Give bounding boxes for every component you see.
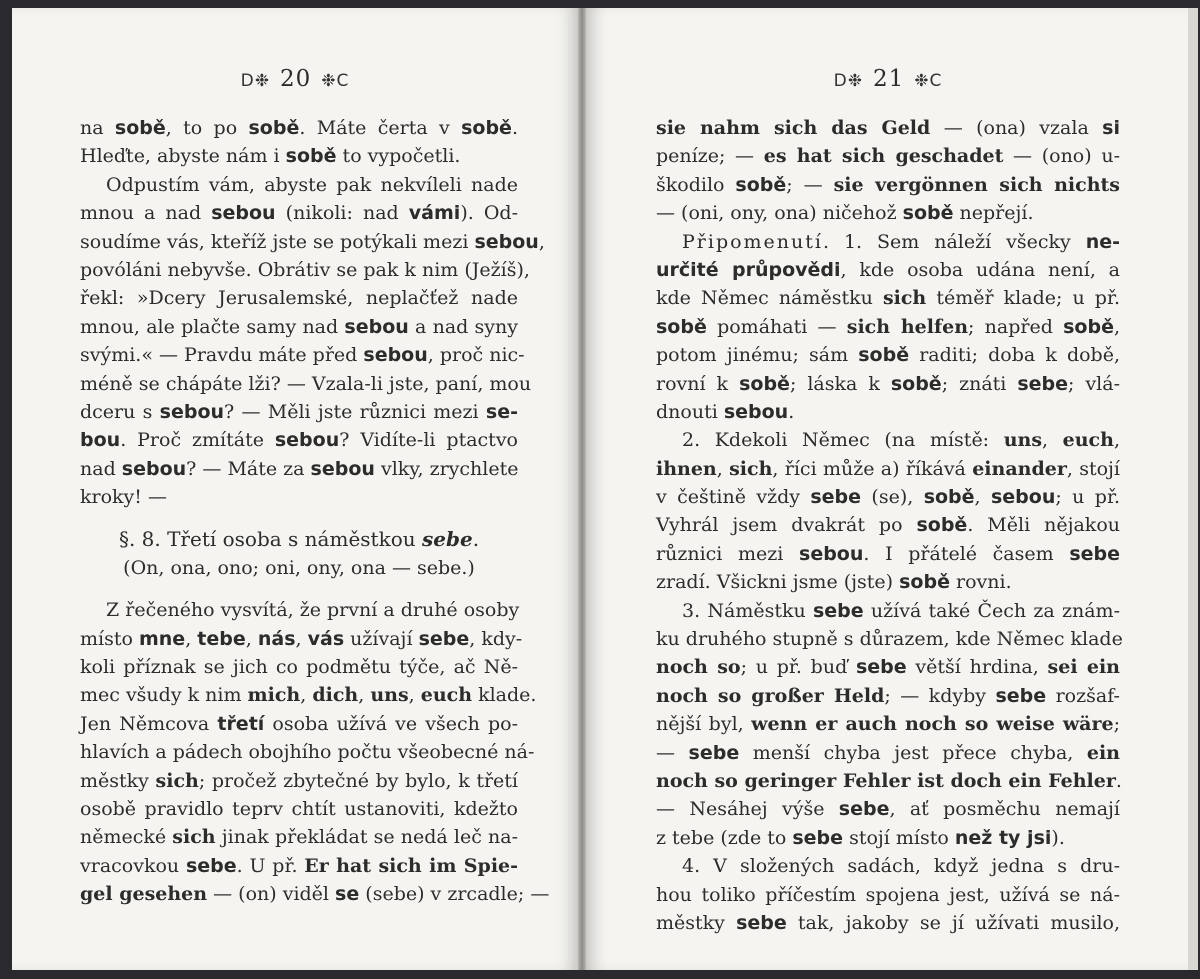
text-run: ; láska k bbox=[789, 372, 891, 395]
text-line bbox=[80, 681, 537, 709]
text-run: zradí. Všickni jsme (jste) bbox=[656, 571, 900, 594]
german-term: ein bbox=[1086, 741, 1120, 764]
bold-term: vámi bbox=[408, 202, 461, 225]
bold-term: sebou bbox=[344, 315, 409, 338]
right-running-head bbox=[586, 66, 1190, 92]
text-run: , bbox=[1113, 429, 1120, 452]
text-line bbox=[656, 568, 1120, 596]
section-heading bbox=[80, 525, 518, 553]
text-run: hou toliko příčestím spojena jest, užívá se ná- bbox=[656, 883, 1120, 906]
bold-term: sobě bbox=[858, 344, 910, 367]
text-run: škodilo bbox=[656, 173, 736, 196]
german-term: euch bbox=[1062, 429, 1114, 452]
text-line bbox=[80, 880, 550, 908]
text-run: — Nesáhej výše bbox=[656, 798, 839, 821]
text-run: hlavích a pádech obojhího počtu všeobecné ná- bbox=[80, 741, 535, 764]
german-term: sich bbox=[729, 457, 773, 480]
text-line bbox=[80, 596, 518, 624]
bold-term: sobě bbox=[916, 514, 968, 537]
bold-term: sebe bbox=[1017, 372, 1069, 395]
text-run: (se), bbox=[861, 486, 924, 509]
german-term: wenn er auch noch so weise wäre bbox=[751, 713, 1114, 736]
text-run: 4. V složených sadách, když jedna s dru- bbox=[682, 855, 1120, 878]
bold-term: sebou bbox=[799, 542, 864, 565]
text-run: mec všudy k nim bbox=[80, 684, 248, 707]
text-run: rozšaf- bbox=[1046, 684, 1120, 707]
text-line bbox=[80, 653, 518, 681]
text-run: řekl: »Dcery Jerusalemské, neplačťež nade bbox=[80, 287, 518, 310]
text-run: peníze; — bbox=[656, 145, 764, 168]
text-run: ; u př. buď bbox=[740, 656, 856, 679]
text-run: — bbox=[656, 741, 689, 764]
text-run: , bbox=[245, 627, 258, 650]
text-run: (nikoli: nad bbox=[275, 202, 409, 225]
text-line bbox=[80, 795, 518, 823]
text-run: . Měli nějakou bbox=[967, 514, 1120, 537]
bold-term: se bbox=[335, 883, 360, 906]
text-run: , bbox=[408, 684, 421, 707]
text-run: ; vlá- bbox=[1068, 372, 1120, 395]
bold-term: sebou bbox=[723, 400, 789, 423]
bold-term: sebe bbox=[810, 486, 862, 509]
text-run: užívají bbox=[344, 627, 419, 650]
text-run: a nad syny bbox=[408, 315, 518, 338]
german-term: dich bbox=[312, 684, 359, 707]
text-run: německé bbox=[80, 826, 173, 849]
text-line bbox=[80, 171, 518, 199]
text-line bbox=[656, 341, 1120, 369]
text-line bbox=[656, 625, 1123, 653]
text-run: — (ono) u- bbox=[1003, 145, 1120, 168]
bold-term: sebou bbox=[474, 230, 539, 253]
text-run: , bbox=[185, 627, 198, 650]
bold-term: sebe bbox=[418, 627, 470, 650]
right-head-ornament-left: D❉ bbox=[833, 71, 863, 91]
text-line bbox=[656, 114, 1120, 142]
german-term: euch bbox=[420, 684, 473, 707]
text-run: Z řečeného vysvítá, že první a druhé osoby bbox=[106, 599, 520, 622]
text-line bbox=[80, 199, 518, 227]
bold-term: sebe bbox=[736, 911, 787, 934]
bold-term: nás bbox=[257, 627, 296, 650]
bold-term: sebe bbox=[995, 684, 1047, 707]
text-run: městky bbox=[80, 769, 156, 792]
text-run: soudíme vás, kteříž jste se potýkali mezi bbox=[80, 230, 475, 253]
spaced-term: Připomenutí bbox=[682, 230, 823, 253]
german-term: sie nahm sich das Geld bbox=[656, 117, 931, 139]
text-run: . Proč zmítáte bbox=[120, 429, 275, 452]
text-run: rovni. bbox=[949, 571, 1012, 594]
text-run: ; u př. bbox=[1055, 486, 1120, 509]
text-line bbox=[656, 256, 1120, 284]
text-run: svými.« — Pravdu máte před bbox=[80, 344, 364, 367]
text-line bbox=[656, 313, 1120, 341]
german-term: sie vergönnen sich nichts bbox=[833, 173, 1120, 196]
text-line bbox=[656, 852, 1120, 880]
text-run: — (on) viděl bbox=[207, 883, 336, 906]
text-run: , bbox=[1113, 315, 1121, 338]
text-line bbox=[656, 398, 1120, 426]
bold-term: sebou bbox=[211, 202, 276, 225]
text-run: , bbox=[716, 457, 730, 480]
text-run: . Máte čerta v bbox=[299, 117, 462, 139]
bold-term: sebe bbox=[1069, 542, 1120, 565]
text-run: . U př. bbox=[236, 854, 305, 877]
text-line bbox=[80, 710, 518, 738]
text-run: , říci může a) říkává bbox=[772, 457, 973, 480]
text-line bbox=[656, 653, 1120, 681]
german-term: ihnen bbox=[656, 457, 717, 480]
bold-term: si bbox=[1102, 117, 1120, 139]
text-run: 2. Kdekoli Němec (na místě: bbox=[682, 429, 1004, 452]
text-line bbox=[656, 370, 1120, 398]
bold-term: sobě bbox=[1063, 315, 1114, 338]
page-edge bbox=[1188, 8, 1198, 970]
left-head-ornament-left: D❉ bbox=[240, 71, 270, 91]
bold-term: tebe bbox=[197, 627, 246, 650]
text-run: v češtině vždy bbox=[656, 486, 811, 509]
german-term: noch so großer Held bbox=[656, 684, 885, 707]
text-run: ). bbox=[1051, 826, 1065, 849]
text-run: , proč nic- bbox=[427, 344, 525, 367]
bold-term: sobě bbox=[285, 145, 337, 168]
bold-term: sobě bbox=[890, 372, 942, 395]
text-run: . bbox=[511, 117, 518, 139]
bold-term: sobě bbox=[899, 571, 950, 594]
text-run: ). Od- bbox=[460, 202, 518, 225]
text-run: kde Němec náměstku bbox=[656, 287, 883, 310]
text-run: dceru s bbox=[80, 400, 160, 423]
text-run: , ať posměchu nemají bbox=[889, 798, 1120, 821]
text-run: . bbox=[472, 527, 480, 552]
text-run: městky bbox=[656, 911, 737, 934]
text-run: místo bbox=[80, 627, 139, 650]
text-run: klade. bbox=[472, 684, 537, 707]
text-line bbox=[656, 284, 1120, 312]
text-line bbox=[80, 370, 532, 398]
text-run: mnou, ale plačte samy nad bbox=[80, 315, 345, 338]
bold-term: se- bbox=[485, 400, 518, 423]
text-run: raditi; doba k době, bbox=[909, 344, 1120, 367]
bold-term: bou bbox=[80, 429, 121, 452]
text-run: . bbox=[788, 400, 795, 423]
text-line bbox=[656, 426, 1120, 454]
text-run: rovní k bbox=[656, 372, 740, 395]
text-run: , stojí bbox=[1066, 457, 1120, 480]
german-term: sich bbox=[155, 769, 199, 792]
text-run: větší hrdina, bbox=[906, 656, 1048, 679]
text-line bbox=[656, 682, 1120, 710]
text-run: potom jinému; sám bbox=[656, 344, 859, 367]
italic-term: sebe bbox=[421, 527, 473, 552]
text-run: , bbox=[1042, 429, 1063, 452]
text-line bbox=[656, 228, 1120, 256]
text-run: Odpustím vám, abyste pak nekvíleli nade bbox=[106, 173, 518, 196]
text-run: (sebe) v zrcadle; — bbox=[359, 883, 550, 906]
text-run: tak, jakoby se jí užívati musilo, bbox=[786, 911, 1121, 934]
bold-term: sebe bbox=[838, 798, 890, 821]
left-running-head bbox=[12, 66, 578, 92]
text-run: ; — kdyby bbox=[884, 684, 996, 707]
text-line bbox=[80, 114, 518, 142]
text-run: nepřejí. bbox=[953, 202, 1034, 225]
text-run: ? — Máte za bbox=[186, 457, 311, 480]
left-head-ornament-right: ❉C bbox=[321, 71, 350, 91]
left-section-body bbox=[80, 596, 550, 908]
bold-term: mne bbox=[138, 627, 186, 650]
text-run: nější byl, bbox=[656, 713, 752, 736]
bold-term: než ty jsi bbox=[954, 826, 1052, 849]
text-line bbox=[80, 483, 518, 511]
text-line bbox=[80, 398, 518, 426]
text-run: ? — Měli jste různici mezi bbox=[224, 400, 486, 423]
left-paragraph-block bbox=[80, 114, 545, 511]
text-line bbox=[656, 455, 1120, 483]
text-line bbox=[80, 313, 518, 341]
bold-term: sebou bbox=[159, 400, 225, 423]
bold-term: sebou bbox=[274, 429, 340, 452]
left-page-number: 20 bbox=[279, 66, 312, 92]
text-line bbox=[80, 625, 523, 653]
book-gutter bbox=[578, 8, 586, 970]
text-run: ku druhého stupně s důrazem, kde Němec klade bbox=[656, 628, 1123, 651]
text-run: , bbox=[300, 684, 313, 707]
bold-term: třetí bbox=[217, 712, 265, 735]
text-run: , bbox=[538, 230, 545, 253]
text-run: nad bbox=[80, 457, 122, 480]
bold-term: sebou bbox=[363, 344, 428, 367]
bold-term: sebe bbox=[792, 826, 844, 849]
text-run: menší chyba jest přece chyba, bbox=[739, 741, 1087, 764]
text-run: ; bbox=[1113, 713, 1120, 736]
text-line bbox=[656, 540, 1120, 568]
text-run: . bbox=[1115, 769, 1122, 792]
text-line bbox=[80, 228, 545, 256]
text-line bbox=[656, 824, 1120, 852]
text-run: užívá také Čech za znám- bbox=[863, 599, 1120, 622]
german-term: sich helfen bbox=[846, 315, 969, 338]
text-line bbox=[80, 823, 518, 851]
text-run: osoba užívá ve všech po- bbox=[264, 712, 518, 735]
text-line bbox=[80, 256, 530, 284]
text-run: pomáhati — bbox=[706, 315, 847, 338]
text-run: §. 8. Třetí osoba s náměstkou bbox=[118, 527, 422, 552]
text-line bbox=[656, 142, 1120, 170]
bold-term: sebe bbox=[185, 854, 237, 877]
right-head-ornament-right: ❉C bbox=[914, 71, 943, 91]
left-page bbox=[12, 8, 578, 970]
text-run: mnou a nad bbox=[80, 202, 212, 225]
german-term: einander bbox=[972, 457, 1067, 480]
text-line bbox=[656, 511, 1120, 539]
right-page bbox=[586, 8, 1190, 970]
text-run: ; — bbox=[786, 173, 834, 196]
text-run: Jen Němcova bbox=[80, 712, 218, 735]
text-line bbox=[80, 142, 518, 170]
right-paragraph-block bbox=[656, 114, 1123, 937]
text-run: , bbox=[358, 684, 371, 707]
text-line bbox=[80, 738, 535, 766]
bold-term: sebou bbox=[310, 457, 375, 480]
german-term: uns bbox=[1003, 429, 1043, 452]
text-run: ; znáti bbox=[941, 372, 1018, 395]
german-term: sei ein bbox=[1047, 656, 1120, 679]
text-run: na bbox=[80, 117, 115, 139]
bold-term: určité průpovědi bbox=[656, 258, 841, 281]
text-run: , to po bbox=[165, 117, 249, 139]
text-line bbox=[80, 426, 518, 454]
text-run: . I přátelé časem bbox=[863, 542, 1070, 565]
right-page-text bbox=[656, 114, 1123, 937]
text-line bbox=[656, 171, 1120, 199]
text-run: dnouti bbox=[656, 400, 724, 423]
text-run: různici mezi bbox=[656, 542, 800, 565]
right-page-number: 21 bbox=[872, 66, 905, 92]
text-run: vracovkou bbox=[80, 854, 186, 877]
german-term: Er hat sich im Spie- bbox=[304, 854, 519, 877]
german-term: noch so bbox=[656, 656, 741, 679]
text-run: stojí místo bbox=[843, 826, 955, 849]
text-run: koli příznak se jich co podmětu týče, ač Ně- bbox=[80, 656, 518, 679]
text-run: vlky, zrychlete bbox=[374, 457, 519, 480]
text-run: — (ona) vzala bbox=[930, 117, 1103, 139]
text-run: téměř klade; u př. bbox=[926, 287, 1120, 310]
section-subheading: (On, ona, ono; oni, ony, ona — sebe.) bbox=[123, 556, 475, 579]
text-run: , kdy- bbox=[469, 627, 523, 650]
text-run: Hleďte, abyste nám i bbox=[80, 145, 286, 168]
bold-term: sobě bbox=[461, 117, 512, 139]
text-run: , bbox=[974, 486, 991, 509]
text-run: 3. Náměstku bbox=[682, 599, 813, 622]
bold-term: sebe bbox=[855, 656, 907, 679]
bold-term: sobě bbox=[114, 117, 166, 139]
text-run: to vypočetli. bbox=[336, 145, 461, 168]
text-line bbox=[656, 795, 1120, 823]
text-run: , kde osoba udána není, a bbox=[840, 258, 1120, 281]
text-run: , bbox=[295, 627, 308, 650]
bold-term: sobě bbox=[902, 202, 954, 225]
german-term: es hat sich geschadet bbox=[763, 145, 1004, 168]
german-term: sich bbox=[882, 287, 927, 310]
left-page-text bbox=[80, 114, 550, 909]
text-line bbox=[656, 597, 1120, 625]
german-term: uns bbox=[370, 684, 409, 707]
bold-term: sobě bbox=[656, 315, 707, 338]
bold-term: sebou bbox=[121, 457, 187, 480]
text-line bbox=[656, 710, 1120, 738]
text-run: ; napřed bbox=[968, 315, 1064, 338]
german-term: gel gesehen bbox=[80, 883, 208, 906]
text-run: osobě pravidlo teprv chtít ustanoviti, kdežto bbox=[80, 797, 518, 820]
text-line bbox=[656, 199, 1120, 227]
text-line bbox=[80, 767, 518, 795]
bold-term: sebe bbox=[812, 599, 864, 622]
text-line bbox=[80, 455, 518, 483]
text-run: — (oni, ony, ona) ničehož bbox=[656, 202, 903, 225]
bold-term: sebe bbox=[688, 741, 740, 764]
text-line bbox=[80, 284, 518, 312]
text-line bbox=[80, 852, 518, 880]
bold-term: sebou bbox=[990, 486, 1056, 509]
bold-term: sobě bbox=[735, 173, 787, 196]
text-run: kroky! — bbox=[80, 486, 167, 509]
text-line bbox=[656, 739, 1120, 767]
german-term: sich bbox=[172, 826, 216, 849]
text-run: méně se chápáte lži? — Vzala-li jste, paní, mou bbox=[80, 372, 532, 395]
bold-term: sobě bbox=[739, 372, 790, 395]
text-line bbox=[656, 909, 1120, 937]
text-line bbox=[80, 341, 525, 369]
bold-term: sobě bbox=[248, 117, 300, 139]
text-line bbox=[656, 881, 1120, 909]
text-run: povóláni nebyvše. Obrátiv se pak k nim (Ježíš), bbox=[80, 258, 530, 281]
text-run: . 1. Sem náleží všecky bbox=[823, 230, 1086, 253]
bold-term: ne- bbox=[1085, 230, 1120, 253]
text-line bbox=[656, 483, 1120, 511]
text-run: ; pročež zbytečné by bylo, k třetí bbox=[198, 769, 519, 792]
german-term: noch so geringer Fehler ist doch ein Fehler bbox=[656, 769, 1116, 792]
bold-term: vás bbox=[307, 627, 345, 650]
german-term: mich bbox=[247, 684, 301, 707]
text-run: jinak překládat se nedá leč na- bbox=[215, 826, 518, 849]
text-run: ? Vidíte-li ptactvo bbox=[339, 429, 518, 452]
text-run: Vyhrál jsem dvakrát po bbox=[656, 514, 917, 537]
text-line bbox=[656, 767, 1120, 795]
text-run: z tebe (zde to bbox=[656, 826, 793, 849]
bold-term: sobě bbox=[923, 486, 975, 509]
